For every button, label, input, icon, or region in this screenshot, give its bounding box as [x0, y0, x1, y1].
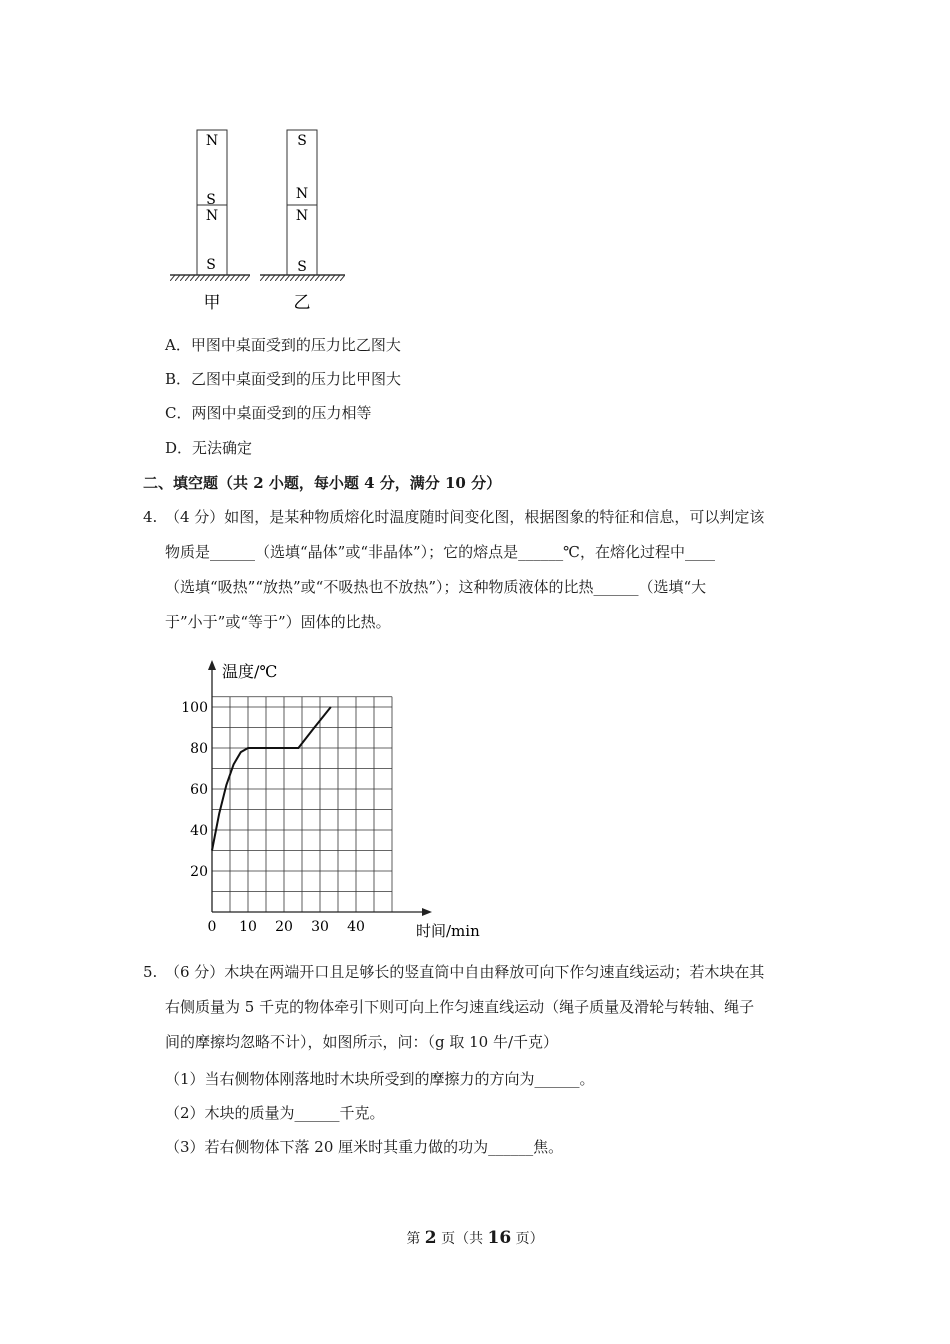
x-tick-label: 0 — [207, 919, 217, 935]
y-axis-arrow — [208, 660, 216, 670]
magnet-stack-yi — [260, 130, 345, 313]
sub-question-3: （3）若右侧物体下落 20 厘米时其重力做的功为______焦。 — [165, 1138, 564, 1156]
temperature-time-chart — [170, 655, 490, 945]
question-line: （6 分）木块在两端开口且足够长的竖直筒中自由释放可向下作匀速直线运动；若木块在其 — [165, 963, 765, 981]
pole-label: N — [205, 208, 219, 224]
question-line: 物质是______（选填“晶体”或“非晶体”）；它的熔点是______℃，在熔化过程中____ — [165, 543, 715, 561]
chart-grid — [212, 697, 392, 912]
question-4 — [143, 500, 813, 640]
y-tick-label: 100 — [181, 700, 208, 716]
option-a: A．甲图中桌面受到的压力比乙图大 — [165, 336, 401, 354]
y-tick-label: 20 — [190, 864, 208, 880]
pole-label: S — [297, 259, 307, 275]
magnets-figure — [165, 125, 355, 320]
footer-text: 页（共 — [441, 1231, 484, 1247]
section-title: 二、填空题（共 2 小题，每小题 4 分，满分 10 分） — [143, 474, 502, 492]
y-tick-label: 40 — [190, 823, 208, 839]
x-tick-label: 30 — [311, 919, 329, 935]
y-tick-label: 80 — [190, 741, 208, 757]
page-total: 16 — [487, 1228, 512, 1248]
option-c: C．两图中桌面受到的压力相等 — [165, 404, 372, 422]
x-tick-labels — [208, 919, 365, 935]
pole-label: S — [206, 257, 216, 273]
question-number: 4. — [143, 508, 158, 526]
x-axis-arrow — [422, 908, 432, 916]
question-line: （4 分）如图，是某种物质熔化时温度随时间变化图，根据图象的特征和信息，可以判定该 — [165, 508, 765, 526]
question-line: 右侧质量为 5 千克的物体牵引下则可向上作匀速直线运动（绳子质量及滑轮与转轴、绳子 — [165, 998, 755, 1016]
figure-label-jia: 甲 — [203, 293, 221, 313]
y-tick-labels — [181, 700, 208, 880]
x-tick-label: 10 — [239, 919, 257, 935]
page-number: 2 — [424, 1228, 437, 1248]
page-footer — [0, 1228, 950, 1248]
pole-label: S — [206, 192, 216, 208]
question-5 — [143, 955, 813, 1060]
option-b: B．乙图中桌面受到的压力比甲图大 — [165, 370, 402, 388]
y-tick-label: 60 — [190, 782, 208, 798]
pole-label: N — [295, 186, 309, 202]
x-axis-label: 时间/min — [416, 922, 480, 940]
sub-question-2: （2）木块的质量为______千克。 — [165, 1104, 385, 1122]
question-line: 于”小于”或“等于”）固体的比热。 — [165, 613, 391, 631]
figure-label-yi: 乙 — [293, 293, 311, 313]
y-axis-label: 温度/℃ — [222, 662, 278, 681]
pole-label: N — [205, 133, 219, 149]
x-tick-label: 20 — [275, 919, 293, 935]
footer-text: 页） — [515, 1231, 544, 1247]
footer-text: 第 — [406, 1231, 421, 1247]
x-tick-label: 40 — [347, 919, 365, 935]
question-line: （选填“吸热”“放热”或“不吸热也不放热”）；这种物质液体的比热______（选填“大 — [165, 578, 707, 596]
pole-label: N — [295, 208, 309, 224]
sub-question-1: （1）当右侧物体刚落地时木块所受到的摩擦力的方向为______。 — [165, 1070, 595, 1088]
magnet-stack-jia — [170, 130, 250, 313]
pole-label: S — [297, 133, 307, 149]
option-d: D．无法确定 — [165, 439, 253, 457]
question-line: 间的摩擦均忽略不计），如图所示，问：（g 取 10 牛/千克） — [165, 1033, 559, 1051]
question-number: 5. — [143, 963, 158, 981]
